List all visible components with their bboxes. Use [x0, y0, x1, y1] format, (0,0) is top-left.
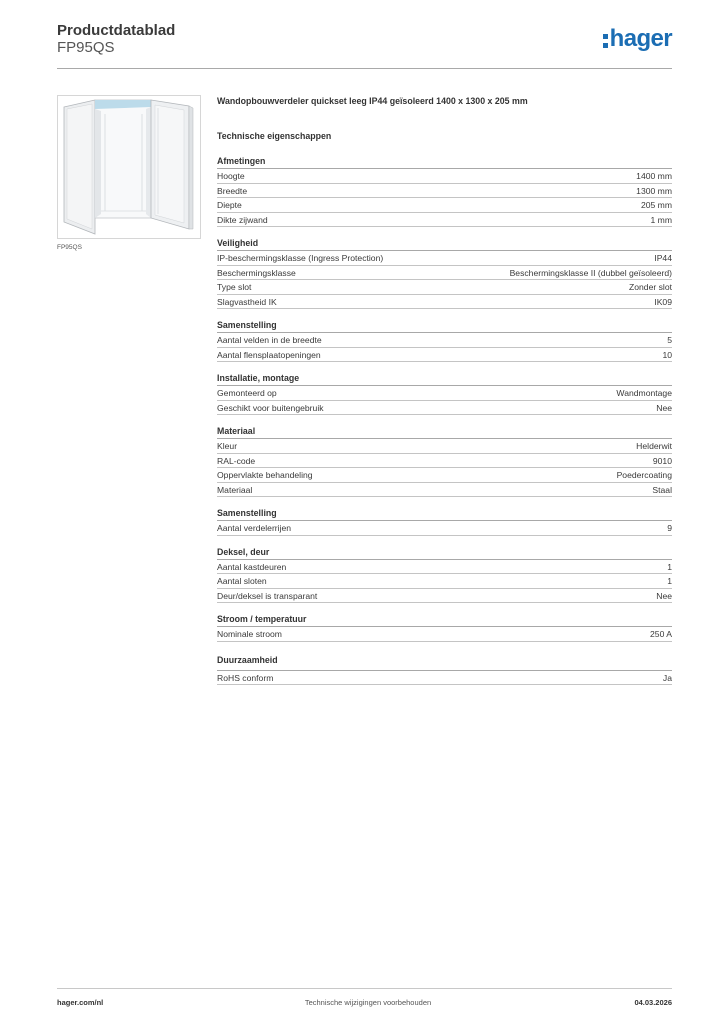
website-link[interactable]: hager.com/nl [57, 998, 104, 1007]
spec-label: Aantal sloten [217, 576, 267, 586]
logo-text: hager [609, 25, 672, 52]
spec-value: Helderwit [636, 441, 672, 451]
spec-row [217, 627, 672, 642]
spec-label: Hoogte [217, 171, 245, 181]
section-title: Afmetingen [217, 154, 672, 169]
spec-value: Staal [652, 484, 672, 495]
spec-row [217, 401, 672, 416]
image-caption: FP95QS [57, 244, 82, 251]
document-date: 04.03.2026 [634, 998, 672, 1007]
footer-disclaimer: Technische wijzigingen voorbehouden [304, 998, 432, 1007]
section-title: Stroom / temperatuur [217, 612, 672, 627]
spec-section-materiaal [217, 424, 672, 497]
page-title: Productdatablad [57, 22, 176, 39]
spec-row [217, 348, 672, 363]
spec-label: Oppervlakte behandeling [217, 470, 313, 480]
spec-row [217, 295, 672, 310]
spec-label: Nominale stroom [217, 629, 282, 639]
spec-value: 1 [667, 561, 672, 572]
spec-row [217, 198, 672, 213]
spec-label: IP-beschermingsklasse (Ingress Protection) [217, 253, 384, 263]
spec-section-afmetingen [217, 154, 672, 227]
footer-divider [57, 988, 672, 989]
section-title: Duurzaamheid [217, 653, 672, 671]
spec-section-veiligheid [217, 236, 672, 309]
spec-label: Beschermingsklasse [217, 267, 296, 278]
section-title: Materiaal [217, 424, 672, 439]
spec-label: Kleur [217, 441, 238, 451]
spec-value: 1 [667, 576, 672, 586]
spec-value: 9 [667, 523, 672, 533]
spec-label: Type slot [217, 282, 252, 292]
product-description: Wandopbouwverdeler quickset leeg IP44 geïsoleerd 1400 x 1300 x 205 mm [217, 96, 528, 106]
spec-row [217, 251, 672, 266]
spec-label: Dikte zijwand [217, 214, 268, 225]
spec-label: Materiaal [217, 484, 253, 495]
spec-row [217, 560, 672, 575]
spec-section-samenstelling [217, 318, 672, 362]
spec-row [217, 439, 672, 454]
spec-label: Aantal kastdeuren [217, 561, 287, 572]
spec-row [217, 468, 672, 483]
spec-value: 1300 mm [636, 185, 672, 196]
spec-row [217, 483, 672, 498]
spec-value: 1 mm [650, 214, 672, 225]
spec-row [217, 213, 672, 228]
spec-value: Nee [656, 402, 672, 413]
spec-value: IK09 [654, 296, 672, 307]
section-title: Samenstelling [217, 506, 672, 521]
spec-value: 1400 mm [636, 171, 672, 181]
spec-label: Slagvastheid IK [217, 296, 277, 307]
spec-value: 205 mm [640, 200, 672, 210]
spec-value: 250 A [650, 629, 672, 639]
spec-value: Nee [656, 590, 672, 601]
header-divider [57, 68, 672, 69]
spec-value: 5 [667, 335, 672, 345]
spec-row [217, 333, 672, 348]
spec-section-stroom-temperatuur [217, 612, 672, 642]
spec-value: IP44 [654, 253, 672, 263]
spec-value: 10 [662, 349, 672, 360]
spec-value: 9010 [652, 455, 672, 466]
spec-value: Zonder slot [629, 282, 672, 292]
logo-colon-icon [603, 34, 608, 48]
spec-section-duurzaamheid [217, 653, 672, 686]
spec-row [217, 280, 672, 295]
spec-row [217, 574, 672, 589]
spec-label: Gemonteerd op [217, 388, 277, 398]
spec-row [217, 589, 672, 604]
spec-heading: Technische eigenschappen [217, 131, 332, 141]
spec-section-installatie-montage [217, 371, 672, 415]
spec-row [217, 671, 672, 686]
spec-value: Poedercoating [616, 470, 672, 480]
spec-row [217, 521, 672, 536]
spec-label: Diepte [217, 200, 242, 210]
spec-label: RoHS conform [217, 672, 274, 683]
spec-label: Deur/deksel is transparant [217, 590, 318, 601]
spec-section-deksel-deur [217, 545, 672, 604]
spec-label: RAL-code [217, 455, 256, 466]
spec-value: Ja [662, 672, 672, 683]
spec-value: Wandmontage [616, 388, 672, 398]
spec-section-samenstelling-2 [217, 506, 672, 536]
spec-label: Breedte [217, 185, 248, 196]
spec-label: Geschikt voor buitengebruik [217, 402, 324, 413]
section-title: Deksel, deur [217, 545, 672, 560]
section-title: Samenstelling [217, 318, 672, 333]
spec-label: Aantal verdelerrijen [217, 523, 292, 533]
spec-label: Aantal velden in de breedte [217, 335, 322, 345]
spec-row [217, 386, 672, 401]
spec-label: Aantal flensplaatopeningen [217, 349, 321, 360]
spec-row [217, 266, 672, 281]
product-code: FP95QS [57, 39, 115, 56]
spec-row [217, 454, 672, 469]
spec-row [217, 184, 672, 199]
hager-logo [603, 27, 672, 57]
product-image [57, 95, 201, 239]
distribution-cabinet-icon [58, 96, 200, 238]
spec-row [217, 169, 672, 184]
section-title: Veiligheid [217, 236, 672, 251]
spec-value: Beschermingsklasse II (dubbel geïsoleerd) [509, 267, 672, 278]
section-title: Installatie, montage [217, 371, 672, 386]
spec-sections [217, 154, 672, 685]
